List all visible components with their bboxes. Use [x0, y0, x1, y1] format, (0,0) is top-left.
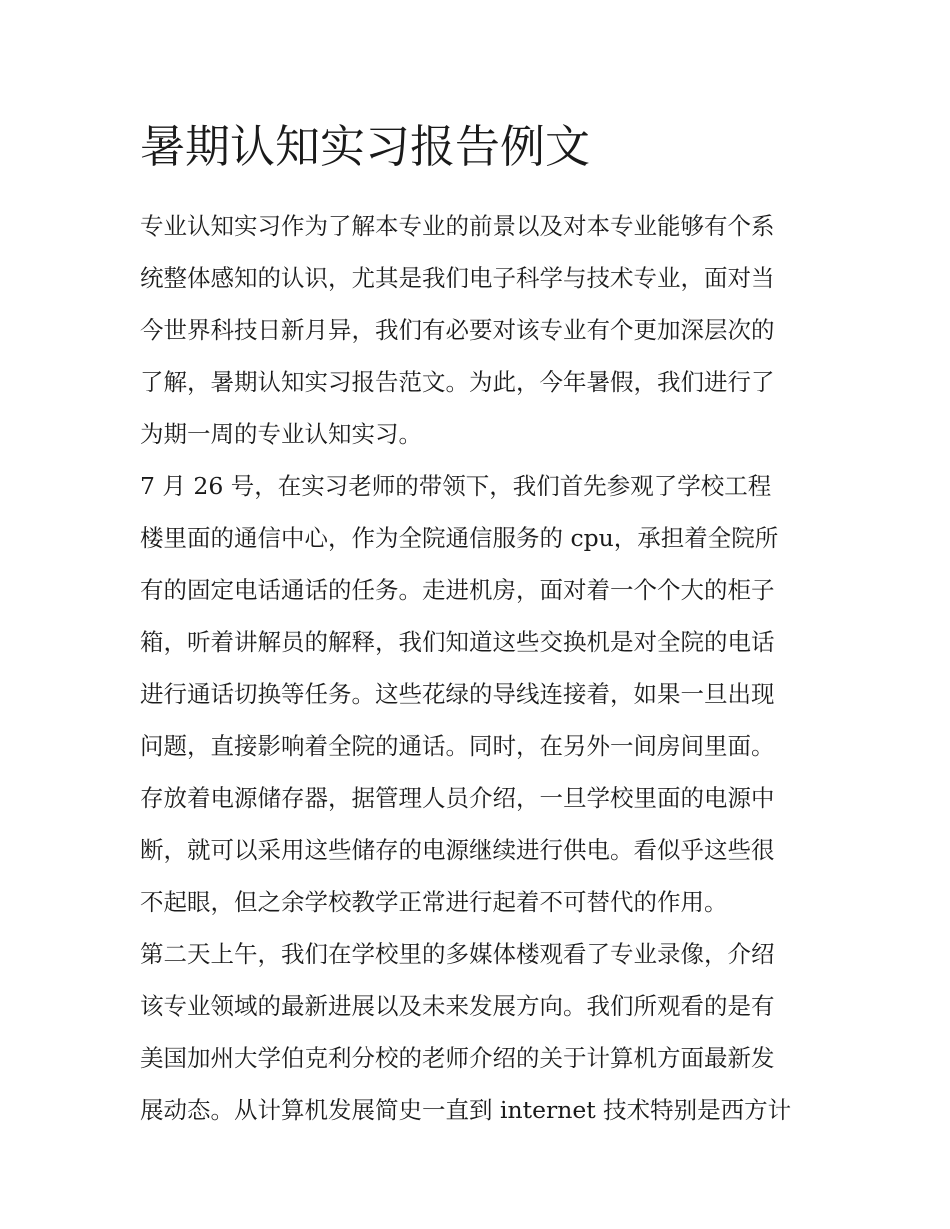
text-line: 进行通话切换等任务。这些花绿的导线连接着，如果一旦出现: [140, 680, 775, 708]
text-line: 了解，暑期认知实习报告范文。为此，今年暑假，我们进行了: [140, 368, 775, 396]
text-line: 问题，直接影响着全院的通话。同时，在另外一间房间里面。: [140, 732, 775, 760]
text-line: 断，就可以采用这些储存的电源继续进行供电。看似乎这些很: [140, 836, 775, 864]
text-line: 今世界科技日新月异，我们有必要对该专业有个更加深层次的: [140, 316, 775, 344]
text-line: 不起眼，但之余学校教学正常进行起着不可替代的作用。: [140, 888, 728, 916]
text-line: 存放着电源储存器，据管理人员介绍，一旦学校里面的电源中: [140, 784, 775, 812]
text-line: 第二天上午，我们在学校里的多媒体楼观看了专业录像，介绍: [140, 940, 775, 968]
document-body: [140, 200, 840, 1136]
text-line: 有的固定电话通话的任务。走进机房，面对着一个个大的柜子: [140, 576, 775, 604]
text-line: 楼里面的通信中心，作为全院通信服务的 cpu，承担着全院所: [140, 524, 779, 552]
text-line: 统整体感知的认识，尤其是我们电子科学与技术专业，面对当: [140, 264, 775, 292]
text-line: 7 月 26 号，在实习老师的带领下，我们首先参观了学校工程: [140, 472, 772, 500]
text-line: 箱，听着讲解员的解释，我们知道这些交换机是对全院的电话: [140, 628, 775, 656]
text-line: 美国加州大学伯克利分校的老师介绍的关于计算机方面最新发: [140, 1044, 775, 1072]
text-line: 为期一周的专业认知实习。: [140, 420, 422, 448]
text-line: 专业认知实习作为了解本专业的前景以及对本专业能够有个系: [140, 212, 775, 240]
text-line: 展动态。从计算机发展简史一直到 internet 技术特别是西方计: [140, 1096, 792, 1124]
text-line: 该专业领域的最新进展以及未来发展方向。我们所观看的是有: [140, 992, 775, 1020]
document-title: 暑期认知实习报告例文: [140, 120, 591, 173]
